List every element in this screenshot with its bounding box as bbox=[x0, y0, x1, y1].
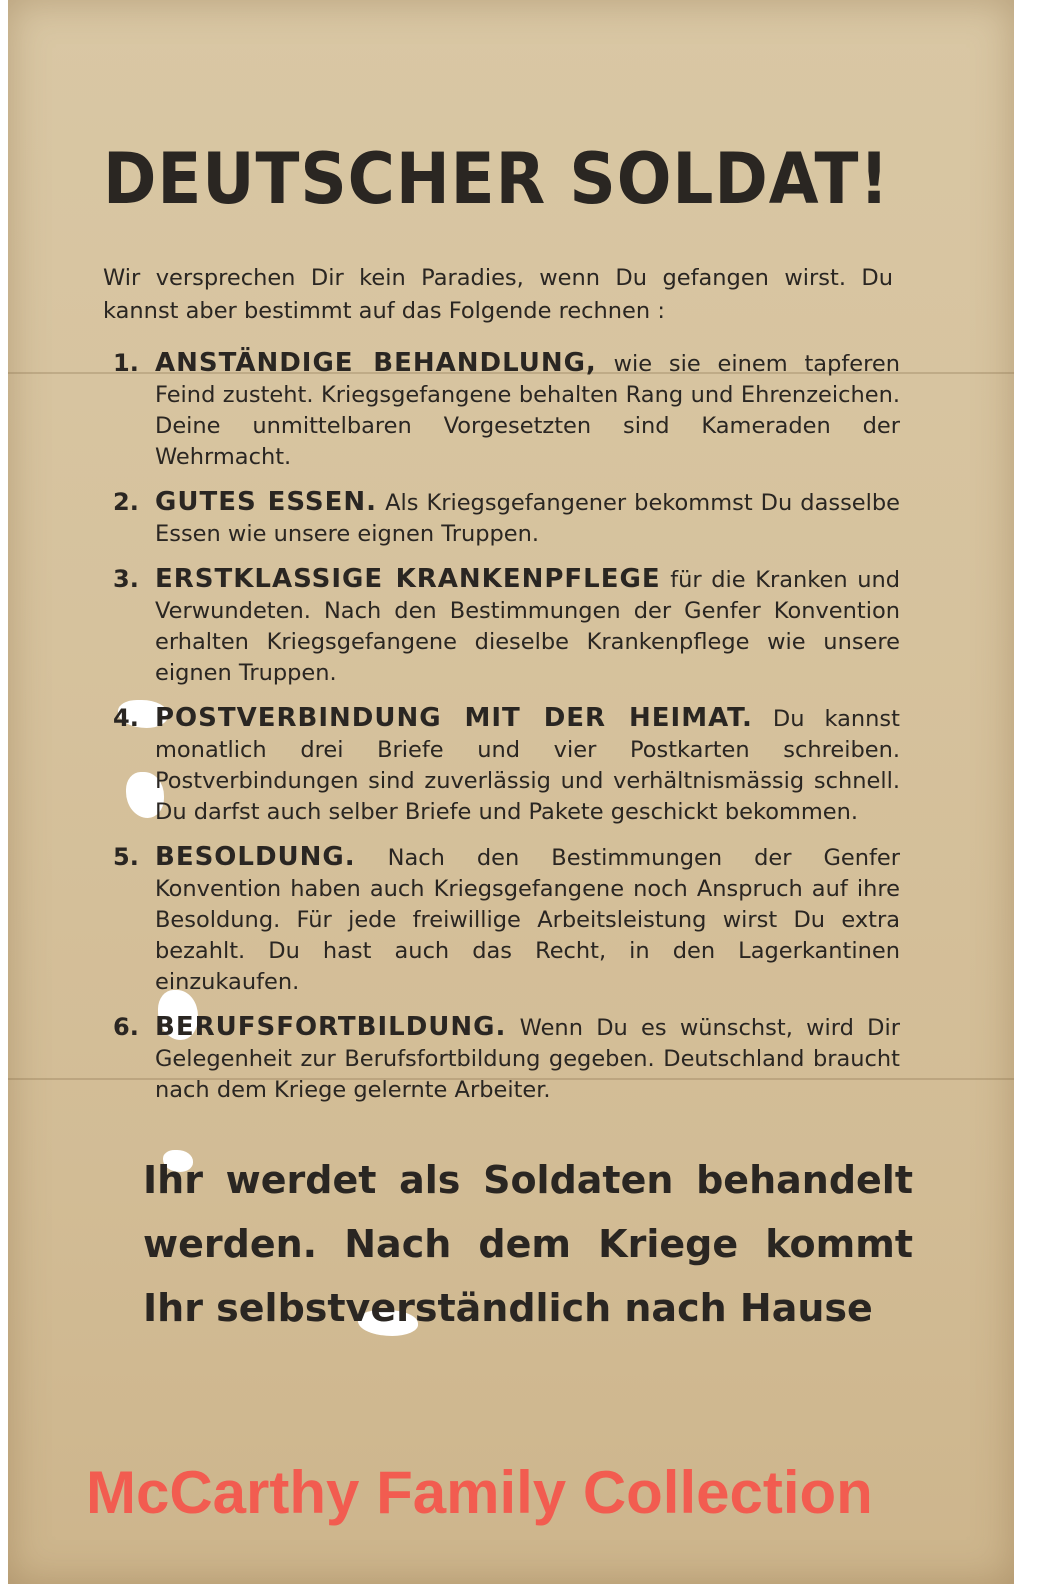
item-number: 3. bbox=[113, 565, 139, 593]
item-text: für die Kranken und Verwundeten. Nach den Bestimmungen der Genfer Konvention erhalten Kriegsgefangene dieselbe Krankenpflege wie unsere eignen Truppen. bbox=[155, 567, 901, 686]
intro-paragraph: Wir versprechen Dir kein Paradies, wenn Du gefangen wirst. Du kannst aber bestimmt auf das Folgende rechnen : bbox=[103, 265, 893, 324]
collection-watermark: McCarthy Family Collection bbox=[86, 1459, 873, 1526]
item-heading: POSTVERBINDUNG MIT DER HEIMAT. bbox=[155, 703, 753, 733]
promise-item-2 bbox=[103, 487, 900, 550]
item-text: Nach den Bestimmungen der Genfer Konvention haben auch Kriegsgefangene noch Anspruch auf ihre Besoldung. Für jede freiwillige Arbeitsleistung wirst Du extra bezahlt. Du hast auch das Recht, in den Lagerkantinen einzukaufen. bbox=[155, 845, 900, 995]
closing-statement: Ihr werdet als Soldaten behandelt werden. Nach dem Kriege kommt Ihr selbstverständlich nach Hause bbox=[143, 1158, 913, 1330]
item-heading: BERUFSFORTBILDUNG. bbox=[155, 1012, 507, 1042]
item-number: 1. bbox=[113, 349, 139, 377]
promise-item-6 bbox=[103, 1012, 900, 1106]
item-number: 4. bbox=[113, 704, 139, 732]
item-text: Du kannst monatlich drei Briefe und vier Postkarten schreiben. Postverbindungen sind zuverlässig und verhältnismässig schnell. Du darfst auch selber Briefe und Pakete geschickt bekommen. bbox=[155, 706, 900, 825]
promise-list bbox=[103, 348, 903, 1106]
item-text: wie sie einem tapferen Feind zusteht. Kriegsgefangene behalten Rang und Ehrenzeichen. Deine unmittelbaren Vorgesetzten sind Kameraden der Wehrmacht. bbox=[155, 351, 900, 470]
leaflet-paper bbox=[8, 0, 1014, 1584]
item-heading: ANSTÄNDIGE BEHANDLUNG, bbox=[155, 348, 597, 378]
promise-item-1 bbox=[103, 348, 900, 473]
item-text: Als Kriegsgefangener bekommst Du dasselbe Essen wie unsere eignen Truppen. bbox=[155, 490, 901, 547]
item-heading: GUTES ESSEN. bbox=[155, 487, 378, 517]
promise-item-4 bbox=[103, 703, 900, 828]
item-heading: ERSTKLASSIGE KRANKENPFLEGE bbox=[155, 564, 661, 594]
item-number: 6. bbox=[113, 1013, 139, 1041]
item-heading: BESOLDUNG. bbox=[155, 842, 356, 872]
leaflet-content bbox=[103, 120, 913, 1340]
leaflet-title: DEUTSCHER SOLDAT! bbox=[103, 138, 890, 220]
item-number: 2. bbox=[113, 488, 139, 516]
promise-item-5 bbox=[103, 842, 900, 998]
item-number: 5. bbox=[113, 843, 139, 871]
item-text: Wenn Du es wünschst, wird Dir Gelegenheit zur Berufsfortbildung gegeben. Deutschland braucht nach dem Kriege gelernte Arbeiter. bbox=[155, 1015, 900, 1103]
promise-item-3 bbox=[103, 564, 900, 689]
